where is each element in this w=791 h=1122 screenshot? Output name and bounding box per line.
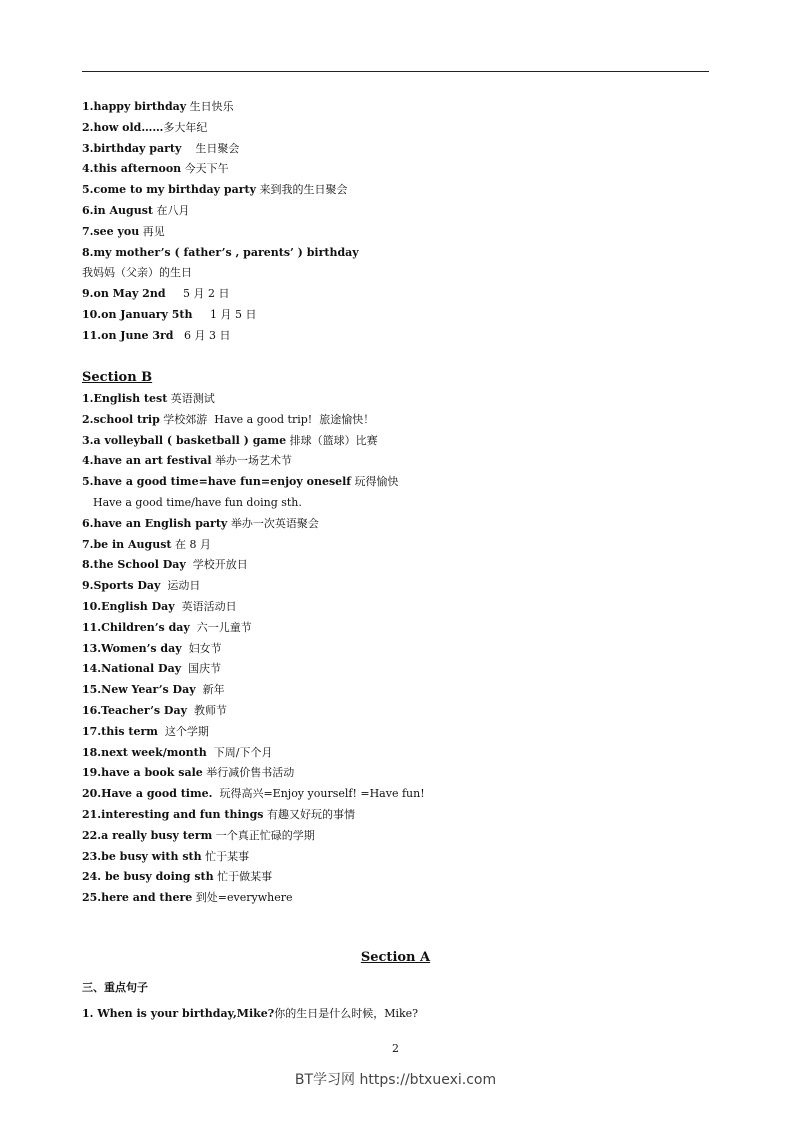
vocab-en: 16.Teacher’s Day xyxy=(82,703,187,717)
vocab-zh: 到处=everywhere xyxy=(192,891,293,905)
vocab-line xyxy=(82,451,712,472)
vocab-line xyxy=(82,847,712,868)
vocab-line xyxy=(82,493,712,514)
vocab-line xyxy=(82,326,712,347)
vocab-en: 15.New Year’s Day xyxy=(82,683,196,697)
section-b-title: Section B xyxy=(82,370,153,385)
vocab-line xyxy=(82,243,712,264)
vocab-zh: 来到我的生日聚会 xyxy=(255,183,348,197)
vocab-en: 2.school trip xyxy=(82,412,160,426)
vocab-zh: 举行减价售书活动 xyxy=(202,766,295,780)
vocab-en: 6.have an English party xyxy=(82,516,228,530)
vocab-en: 9.Sports Day xyxy=(82,579,161,593)
vocab-zh: 多大年纪 xyxy=(163,120,208,134)
vocab-line xyxy=(82,389,712,410)
vocab-line xyxy=(82,597,712,618)
vocab-zh: 有趣又好玩的事情 xyxy=(263,807,355,821)
vocab-en: 1.happy birthday xyxy=(82,100,187,113)
vocab-en: 4.this afternoon xyxy=(82,162,182,176)
vocab-en: 25.here and there xyxy=(82,891,193,905)
vocab-en: 8.my mother’s ( father’s , parents’ ) birthday xyxy=(82,245,359,259)
vocab-zh: 忙于做某事 xyxy=(213,870,273,884)
vocab-en: 18.next week/month xyxy=(82,745,207,759)
vocab-en: 1.English test xyxy=(82,392,168,405)
vocab-line xyxy=(82,410,712,431)
vocab-zh: 举办一次英语聚会 xyxy=(227,516,319,530)
vocab-line xyxy=(82,805,712,826)
vocab-en: 10.English Day xyxy=(82,599,175,613)
vocab-zh: 下周/下个月 xyxy=(206,745,273,759)
vocab-en: 4.have an art festival xyxy=(82,454,212,468)
vocab-zh: 生日快乐 xyxy=(186,100,234,113)
key-sentences-heading: 三、重点句子 xyxy=(82,981,148,994)
vocab-zh: 玩得高兴=Enjoy yourself! =Have fun! xyxy=(212,787,425,801)
vocab-line xyxy=(82,201,712,222)
vocab-en: 14.National Day xyxy=(82,662,182,676)
vocab-line xyxy=(82,784,712,805)
vocab-en: 3.a volleyball ( basketball ) game xyxy=(82,433,287,447)
vocab-zh: 学校郊游 Have a good trip! 旅途愉快！ xyxy=(159,412,375,426)
vocab-line xyxy=(82,118,712,139)
vocab-en: 13.Women’s day xyxy=(82,641,182,655)
vocab-zh: 忙于某事 xyxy=(201,849,250,863)
vocab-line xyxy=(82,97,712,118)
vocab-en: 20.Have a good time. xyxy=(82,787,213,801)
vocab-zh: 新年 xyxy=(195,683,225,697)
vocab-zh: 六一儿童节 xyxy=(189,620,252,634)
vocab-line xyxy=(82,576,712,597)
vocab-zh: 运动日 xyxy=(160,579,201,593)
vocab-en: 19.have a book sale xyxy=(82,766,203,780)
vocab-en: 10.on January 5th xyxy=(82,307,193,321)
vocab-line xyxy=(82,763,712,784)
vocab-line xyxy=(82,867,712,888)
vocab-zh: 排球（篮球）比赛 xyxy=(286,433,378,447)
vocab-en: 11.Children’s day xyxy=(82,620,190,634)
vocab-zh: 教师节 xyxy=(187,703,227,717)
vocab-en: 9.on May 2nd xyxy=(82,287,166,301)
vocab-en: 11.on June 3rd xyxy=(82,328,174,342)
vocab-line xyxy=(82,639,712,660)
vocab-line xyxy=(82,701,712,722)
vocab-zh: 这个学期 xyxy=(157,724,209,738)
vocab-line xyxy=(82,263,712,284)
vocab-en: 7.see you xyxy=(82,224,140,238)
vocab-en: 24. be busy doing sth xyxy=(82,870,214,884)
vocab-zh: 生日聚会 xyxy=(181,141,240,155)
vocab-en: 5.come to my birthday party xyxy=(82,183,256,197)
key-sentence xyxy=(82,1006,418,1022)
vocab-line xyxy=(82,139,712,160)
vocab-en: 21.interesting and fun things xyxy=(82,807,264,821)
vocab-en: 22.a really busy term xyxy=(82,828,213,842)
vocab-line xyxy=(82,888,712,909)
vocab-line xyxy=(82,305,712,326)
header-rule xyxy=(82,71,709,72)
vocab-zh: 在八月 xyxy=(152,203,190,217)
vocab-line xyxy=(82,180,712,201)
vocab-list-section-b xyxy=(82,389,712,909)
vocab-zh: 妇女节 xyxy=(181,641,222,655)
vocab-line xyxy=(82,222,712,243)
vocab-en: 3.birthday party xyxy=(82,141,182,155)
vocab-line xyxy=(82,659,712,680)
vocab-en: 7.be in August xyxy=(82,537,172,551)
vocab-en: 2.how old…… xyxy=(82,120,164,134)
vocab-line xyxy=(82,722,712,743)
vocab-zh: 英语测试 xyxy=(167,392,215,405)
vocab-line xyxy=(82,826,712,847)
vocab-line xyxy=(82,284,712,305)
vocab-line xyxy=(82,514,712,535)
vocab-zh: 英语活动日 xyxy=(174,599,237,613)
vocab-line xyxy=(82,680,712,701)
watermark: BT学习网 https://btxuexi.com xyxy=(294,1072,497,1088)
vocab-line xyxy=(82,555,712,576)
vocab-en: 23.be busy with sth xyxy=(82,849,202,863)
vocab-zh: 5 月 2 日 xyxy=(165,287,230,301)
vocab-zh: 学校开放日 xyxy=(185,558,248,572)
vocab-zh: 举办一场艺术节 xyxy=(211,454,292,468)
vocab-zh: 玩得愉快 xyxy=(351,475,399,489)
vocab-en: 8.the School Day xyxy=(82,558,186,572)
vocab-line xyxy=(82,431,712,452)
section-a-title: Section A xyxy=(360,950,431,965)
vocab-zh: 一个真正忙碌的学期 xyxy=(212,828,315,842)
vocab-zh: 我妈妈（父亲）的生日 xyxy=(82,266,192,280)
vocab-en: 5.have a good time=have fun=enjoy oneself xyxy=(82,475,352,489)
key-sentence-zh: 你的生日是什么时候，Mike? xyxy=(274,1007,419,1020)
vocab-zh: 国庆节 xyxy=(181,662,222,676)
vocab-line xyxy=(82,472,712,493)
vocab-line xyxy=(82,618,712,639)
vocab-zh: 1 月 5 日 xyxy=(192,307,257,321)
page-number: 2 xyxy=(392,1042,399,1055)
vocab-zh: 6 月 3 日 xyxy=(173,328,231,342)
vocab-line xyxy=(82,535,712,556)
key-sentence-en: 1. When is your birthday,Mike? xyxy=(82,1007,275,1020)
vocab-line xyxy=(82,159,712,180)
vocab-zh: 再见 xyxy=(139,224,165,238)
vocab-zh: 今天下午 xyxy=(181,162,229,176)
vocab-en: 6.in August xyxy=(82,203,153,217)
vocab-zh: Have a good time/have fun doing sth. xyxy=(93,495,302,509)
vocab-en: 17.this term xyxy=(82,724,158,738)
vocab-list-top xyxy=(82,97,712,347)
vocab-zh: 在 8 月 xyxy=(171,537,212,551)
vocab-line xyxy=(82,743,712,764)
